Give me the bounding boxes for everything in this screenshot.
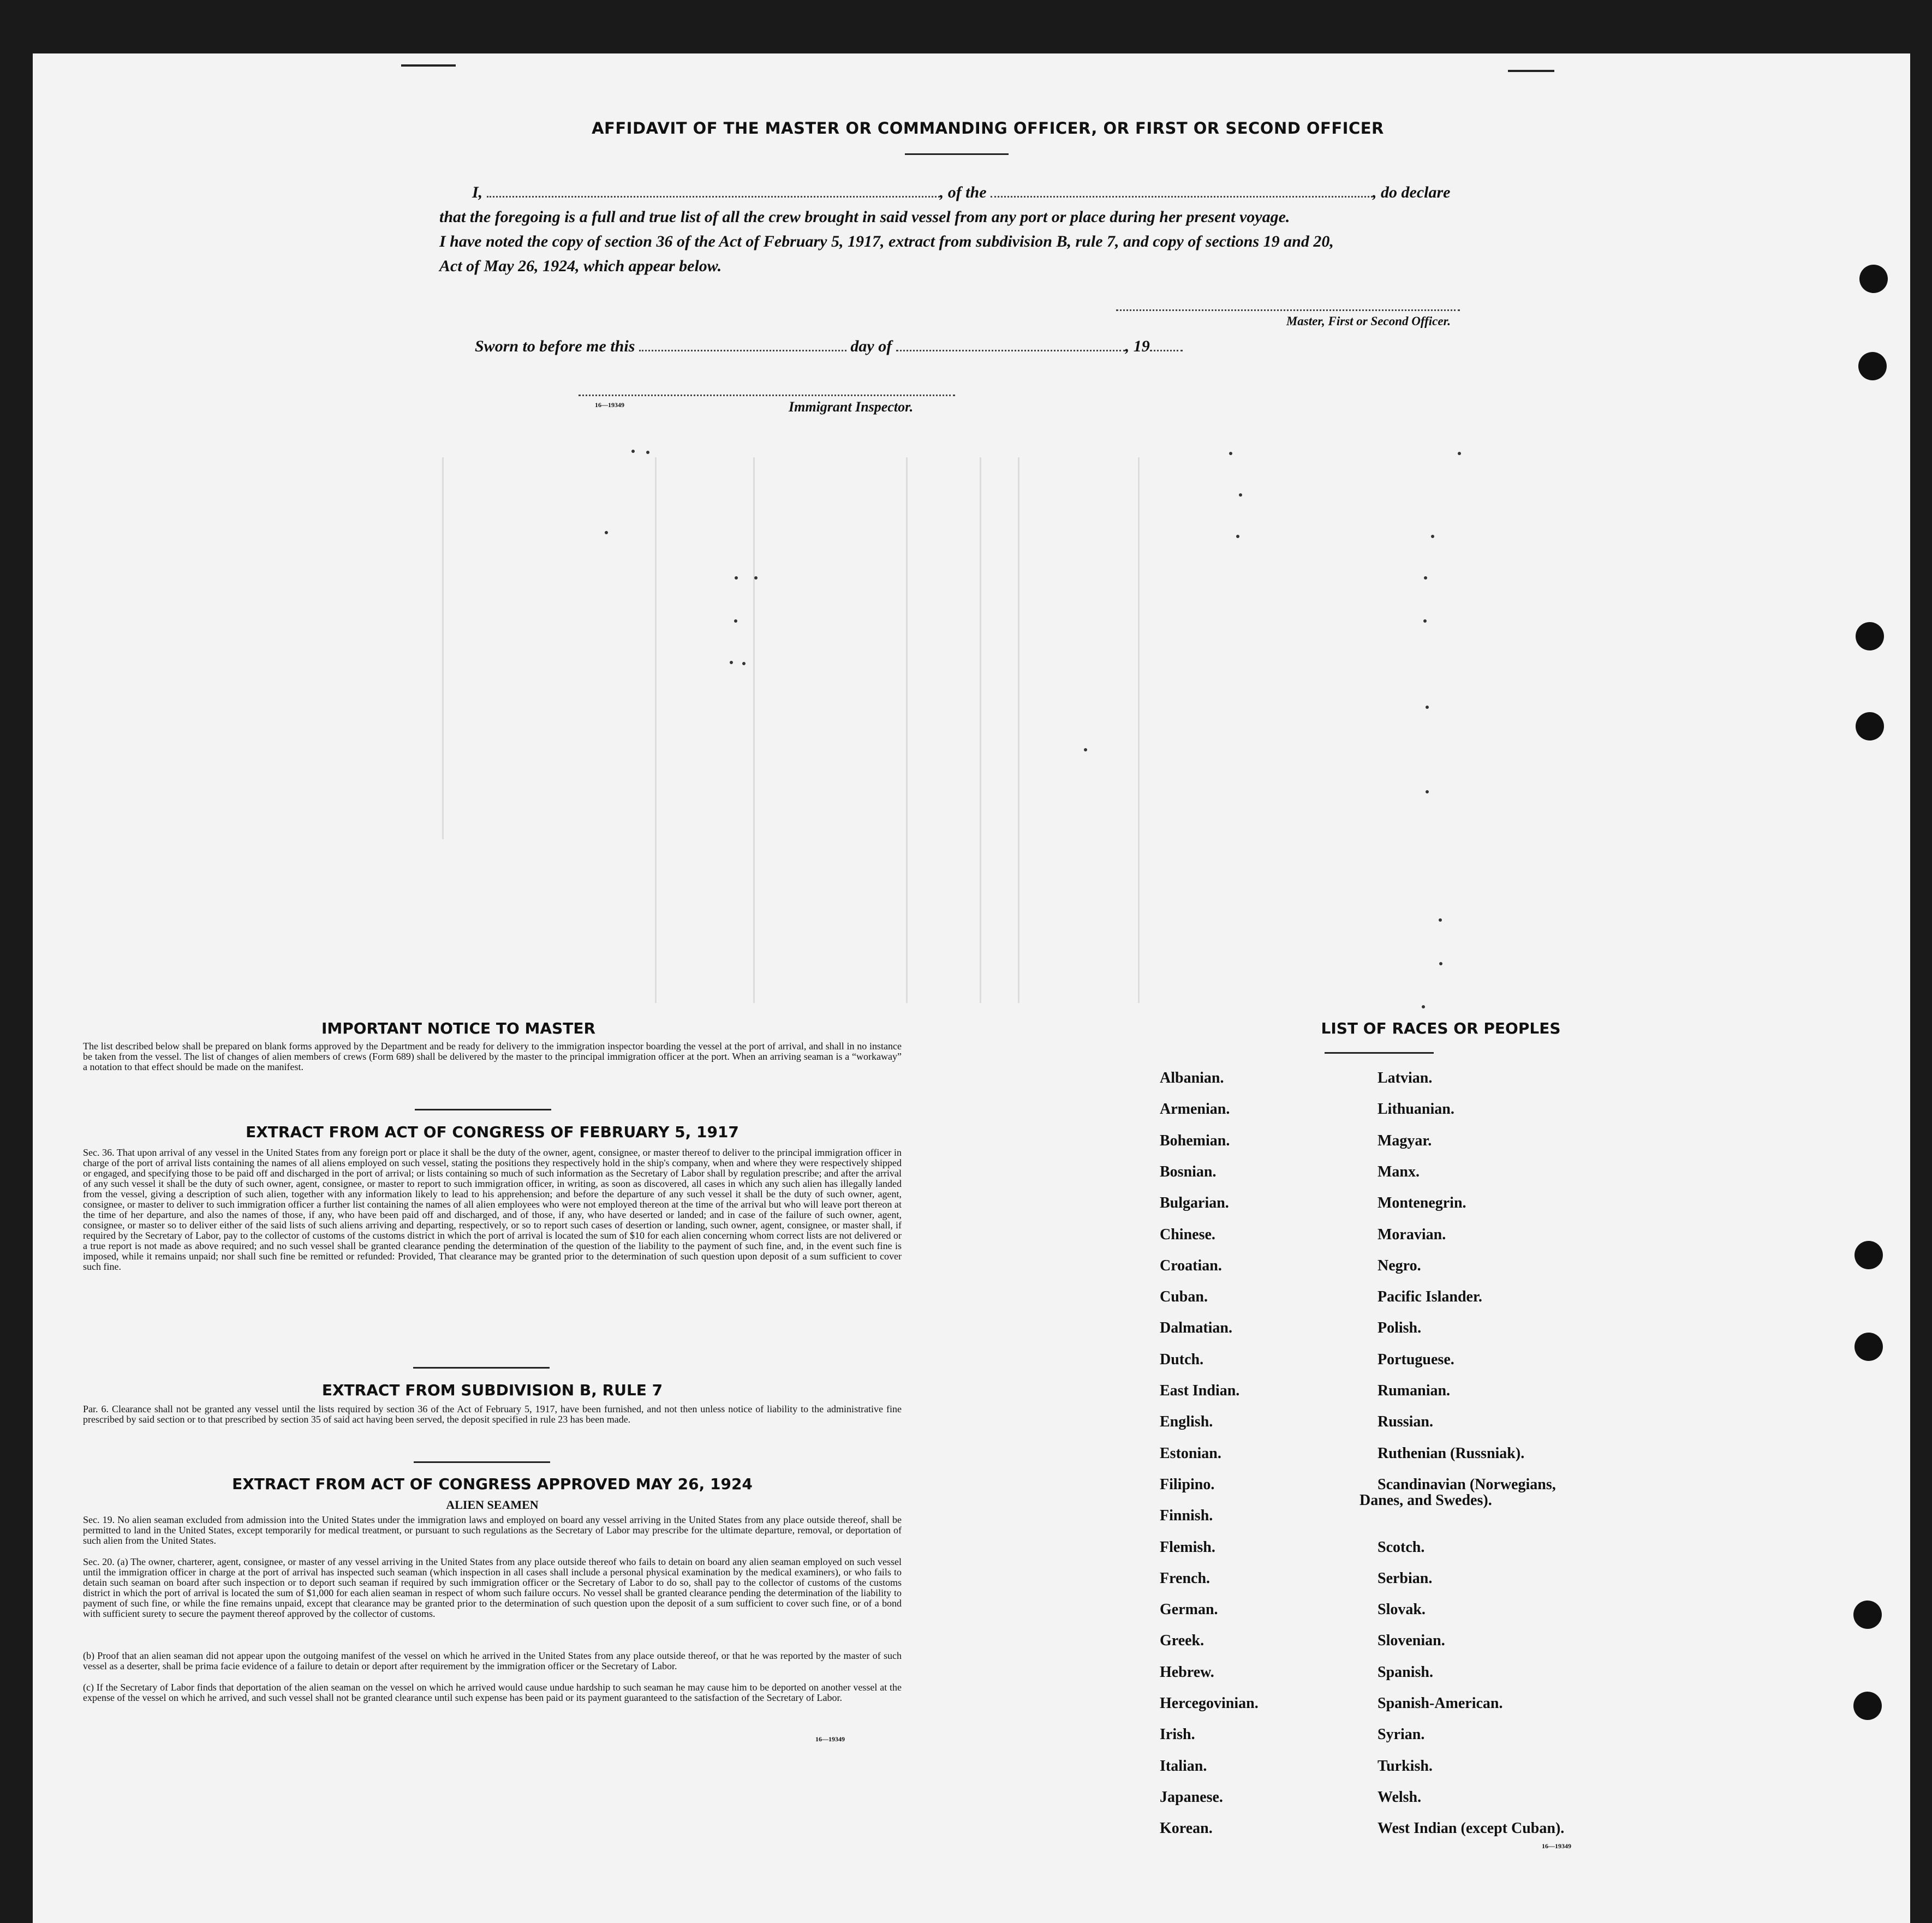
race-item: Spanish-American. — [1378, 1695, 1503, 1712]
subdivision-b-title: EXTRACT FROM SUBDIVISION B, RULE 7 — [321, 1381, 663, 1399]
ink-speck — [646, 451, 649, 454]
punch-hole — [1853, 1692, 1882, 1720]
sec-20-b: (b) Proof that an alien seaman did not appear upon the outgoing manifest of the vessel on which he arrived in the United States from any place outside thereof, or that he was reported by the master of such vessel as a deserter, shall be prima facie evidence of a failure to detain or deport after requirement by the immigration officer or the Secretary of Labor. — [83, 1650, 902, 1671]
ink-speck — [1229, 452, 1232, 455]
race-item: Welsh. — [1378, 1788, 1422, 1806]
race-item: Dutch. — [1160, 1351, 1204, 1368]
smudge — [401, 64, 456, 67]
notice-body: The list described below shall be prepared on blank forms approved by the Department and be ready for delivery to the immigration inspector boarding the vessel at the port of arrival, and shall in no instance be taken from the vessel. The list of changes of alien members of crews (Form 689) shall be delivered by the master to the principal immigration officer at the port. When an arriving seaman is a “workaway” a notation to that effect should be made on the manifest. — [83, 1041, 902, 1072]
races-title: LIST OF RACES OR PEOPLES — [1321, 1019, 1561, 1037]
ink-speck — [734, 619, 737, 623]
race-item: Flemish. — [1160, 1538, 1215, 1556]
race-item: Spanish. — [1378, 1663, 1433, 1681]
ink-speck — [1426, 790, 1429, 793]
race-item: Scotch. — [1378, 1538, 1425, 1556]
name-blank[interactable] — [487, 195, 940, 198]
race-item: Rumanian. — [1378, 1382, 1451, 1399]
ink-speck — [1431, 535, 1434, 538]
race-item: Korean. — [1160, 1820, 1213, 1837]
year-blank[interactable] — [1150, 349, 1183, 351]
master-label: Master, First or Second Officer. — [1286, 314, 1451, 328]
race-item: Bohemian. — [1160, 1132, 1230, 1149]
ink-speck — [1422, 1005, 1425, 1008]
race-item: English. — [1160, 1413, 1213, 1431]
sec-20-a: Sec. 20. (a) The owner, charterer, agent, consignee, or master of any vessel arriving in the United States from any place outside thereof who fails to detain on board any alien seaman employed on such vessel until the immigration officer in charge at the port of arrival has inspected such seaman (which inspection in all cases shall include a personal physical examination by the medical examiners), or who fails to detain such seaman on board after such inspection or to deport such seaman if required by such immigration officer or the Secretary of Labor to do so, shall pay to the collector of customs of the customs district in which the port of arrival is located the sum of $1,000 for each alien seaman in respect of whom such failure occurs. No vessel shall be granted clearance pending the determination of the liability to payment of such fine, or while the fine remains unpaid, except that clearance may be granted prior to the determination of such question upon the deposit of a sum sufficient to cover such fine, or of a bond with sufficient surety to secure the payment thereof approved by the collector of customs. — [83, 1556, 902, 1619]
race-item: Albanian. — [1160, 1070, 1224, 1086]
affidavit-title: AFFIDAVIT OF THE MASTER OR COMMANDING OFFICER, OR FIRST OR SECOND OFFICER — [592, 119, 1384, 138]
race-item: Bosnian. — [1160, 1163, 1217, 1180]
sec-20-c: (c) If the Secretary of Labor finds that deportation of the alien seaman on the vessel on which he arrived would cause undue hardship to such seaman he may cause him to be deported on another vessel at the expense of the vessel on which he arrived, and such vessel shall not be granted clearance until such expense has been paid or its payment guaranteed to the satisfaction of the Secretary of Labor. — [83, 1682, 902, 1703]
race-item: Estonian. — [1160, 1444, 1221, 1462]
sworn-text: Sworn to before me this — [475, 337, 635, 355]
races-underline — [1325, 1052, 1434, 1054]
race-item: Slovenian. — [1378, 1632, 1445, 1650]
sec-19: Sec. 19. No alien seaman excluded from admission into the United States under the immigration laws and employed on board any vessel arriving in the United States from any place outside thereof, shall be permitted to land in the United States, except temporarily for medical treatment, or pursuant to such regulations as the Secretary of Labor may prescribe for the ultimate departure, removal, or deportation of such alien from the United States. — [83, 1514, 902, 1546]
race-item: Moravian. — [1378, 1226, 1446, 1243]
race-item: Cuban. — [1160, 1288, 1208, 1306]
punch-hole — [1856, 622, 1884, 650]
race-item: Armenian. — [1160, 1101, 1230, 1118]
race-item: Serbian. — [1378, 1569, 1433, 1587]
extract-1924-title: EXTRACT FROM ACT OF CONGRESS APPROVED MAY 26, 1924 — [232, 1475, 753, 1493]
race-item: Scandinavian (Norwegians, — [1378, 1476, 1556, 1493]
showthrough-line — [980, 457, 981, 1003]
ink-speck — [1458, 452, 1461, 455]
ink-speck — [631, 450, 635, 453]
race-item: Hercegovinian. — [1160, 1695, 1259, 1712]
punch-hole — [1856, 712, 1884, 740]
race-item: Danes, and Swedes). — [1359, 1491, 1492, 1509]
race-item: Irish. — [1160, 1726, 1195, 1743]
race-item: Montenegrin. — [1378, 1195, 1466, 1212]
punch-hole — [1855, 1333, 1883, 1361]
showthrough-line — [442, 457, 444, 839]
inspector-signature-blank[interactable] — [579, 394, 955, 396]
declare-line-2: that the foregoing is a full and true list of all the crew brought in said vessel from any port or place during her present voyage. — [439, 208, 1290, 226]
subdivision-b-body: Par. 6. Clearance shall not be granted any vessel until the lists required by section 36 of the Act of February 5, 1917, have been furnished, and not then unless notice of liability to the administrative fine prescribed by said section or to that prescribed by section 35 of said act having been served, the deposit specified in rule 23 has been made. — [83, 1404, 902, 1425]
race-item: Ruthenian (Russniak). — [1378, 1444, 1525, 1462]
inspector-label: Immigrant Inspector. — [789, 399, 914, 415]
divider — [414, 1461, 550, 1463]
ink-speck — [1423, 619, 1427, 623]
smudge — [1508, 70, 1554, 72]
divider — [415, 1109, 551, 1110]
race-item: Finnish. — [1160, 1507, 1213, 1525]
showthrough-line — [1138, 457, 1140, 1003]
form-sheet — [33, 53, 1910, 1923]
extract-1917-body: Sec. 36. That upon arrival of any vessel in the United States from any foreign port or place it shall be the duty of the owner, agent, consignee, or master thereof to deliver to the principal immigration officer in charge of the port of arrival lists containing the names of all aliens employed on such vessel, stating the positions they respectively hold in the ship's company, when and where they were respectively shipped or engaged, and specifying those to be paid off and discharged in the port of arrival; or lists containing so much of such information as the Secretary of Labor shall by regulation prescribe; and after the arrival of any such vessel it shall be the duty of such owner, agent, consignee, or master to report to such immigration officer, in writing, as soon as discovered, all cases in which any such alien has illegally landed from the vessel, giving a description of such alien, together with any information likely to lead to his apprehension; and before the departure of any such vessel it shall be the duty of such owner, agent, consignee, or master to deliver to such immigration officer a further list containing the names of all alien employees who were not employed thereon at the time of the arrival but who will leave port thereon at the time of her departure, and also the names of those, if any, who have been paid off and discharged, and of those, if any, who have deserted or landed; and in case of the failure of such owner, agent, consignee, or master so to deliver either of the said lists of such aliens arriving and departing, respectively, or so to report such cases of desertion or landing, such owner, agent, consignee, or master shall, if required by the Secretary of Labor, pay to the collector of customs of the customs district in which the port of arrival is located the sum of $10 for each alien concerning whom correct lists are not delivered or a true report is not made as above required; and no such vessel shall be granted clearance pending the determination of the question of the liability to the payment of such fine, and, in the event such fine is imposed, while it remains unpaid; nor shall such fine be remitted or refunded: Provided, That clearance may be granted prior to the determination of such question upon deposit of a sum sufficient to cover such fine. — [83, 1147, 902, 1272]
ink-speck — [1239, 493, 1242, 497]
ink-speck — [742, 662, 746, 665]
race-item: Syrian. — [1378, 1726, 1425, 1743]
race-item: Latvian. — [1378, 1070, 1433, 1086]
showthrough-line — [655, 457, 657, 1003]
race-item: Dalmatian. — [1160, 1319, 1232, 1337]
race-item: Turkish. — [1378, 1757, 1433, 1775]
race-item: West Indian (except Cuban). — [1378, 1820, 1565, 1837]
race-item: Croatian. — [1160, 1257, 1222, 1274]
divider — [413, 1367, 550, 1369]
showthrough-line — [1018, 457, 1019, 1003]
declare-i: I, — [472, 183, 483, 201]
race-item: Slovak. — [1378, 1601, 1426, 1619]
ink-speck — [1426, 706, 1429, 709]
ink-speck — [1439, 918, 1442, 922]
race-item: Manx. — [1378, 1163, 1420, 1180]
sworn-month-blank[interactable] — [896, 349, 1125, 351]
declare-line-3: I have noted the copy of section 36 of the Act of February 5, 1917, extract from subdivision B, rule 7, and copy of sections 19 and 20, — [439, 232, 1334, 250]
notice-title: IMPORTANT NOTICE TO MASTER — [321, 1019, 596, 1037]
sworn-line — [475, 337, 1293, 356]
race-item: Lithuanian. — [1378, 1101, 1454, 1118]
race-item: German. — [1160, 1601, 1218, 1619]
race-item: Chinese. — [1160, 1226, 1215, 1243]
title-underline — [905, 153, 1009, 155]
extract-form-number: 16—19349 — [815, 1735, 845, 1743]
showthrough-line — [906, 457, 908, 1003]
ink-speck — [605, 531, 608, 534]
affidavit-form-number: 16—19349 — [595, 401, 624, 409]
ink-speck — [1084, 748, 1087, 751]
of-the: , of the — [939, 183, 987, 201]
ink-speck — [1236, 535, 1239, 538]
punch-hole — [1859, 265, 1888, 293]
do-declare: , do declare — [1373, 183, 1451, 201]
race-item: Polish. — [1378, 1319, 1422, 1337]
extract-1917-title: EXTRACT FROM ACT OF CONGRESS OF FEBRUARY 5, 1917 — [246, 1123, 739, 1141]
year-prefix: , 19 — [1125, 337, 1150, 355]
race-item: Hebrew. — [1160, 1663, 1214, 1681]
master-signature-blank[interactable] — [1116, 309, 1460, 311]
race-item: Japanese. — [1160, 1788, 1223, 1806]
race-item: Italian. — [1160, 1757, 1207, 1775]
ink-speck — [735, 576, 738, 580]
race-item: Negro. — [1378, 1257, 1421, 1274]
race-item: Portuguese. — [1378, 1351, 1454, 1368]
ink-speck — [730, 661, 733, 664]
ink-speck — [1439, 962, 1442, 965]
race-item: Filipino. — [1160, 1476, 1215, 1493]
declare-line-4: Act of May 26, 1924, which appear below. — [439, 257, 722, 275]
declare-line-1 — [472, 183, 1542, 202]
race-item: Bulgarian. — [1160, 1195, 1229, 1212]
race-item: Magyar. — [1378, 1132, 1432, 1149]
ink-speck — [754, 576, 758, 580]
race-item: French. — [1160, 1569, 1211, 1587]
race-item: East Indian. — [1160, 1382, 1240, 1399]
punch-hole — [1858, 352, 1887, 380]
alien-seamen-subtitle: ALIEN SEAMEN — [446, 1498, 539, 1512]
race-item: Russian. — [1378, 1413, 1433, 1431]
races-form-number: 16—19349 — [1542, 1842, 1571, 1850]
race-item: Pacific Islander. — [1378, 1288, 1482, 1306]
vessel-blank[interactable] — [991, 195, 1373, 198]
sworn-day-blank[interactable] — [639, 349, 846, 351]
race-item: Greek. — [1160, 1632, 1204, 1650]
showthrough-line — [753, 457, 755, 1003]
day-of: day of — [850, 337, 892, 355]
ink-speck — [1424, 576, 1427, 580]
punch-hole — [1855, 1241, 1883, 1269]
punch-hole — [1853, 1600, 1882, 1629]
